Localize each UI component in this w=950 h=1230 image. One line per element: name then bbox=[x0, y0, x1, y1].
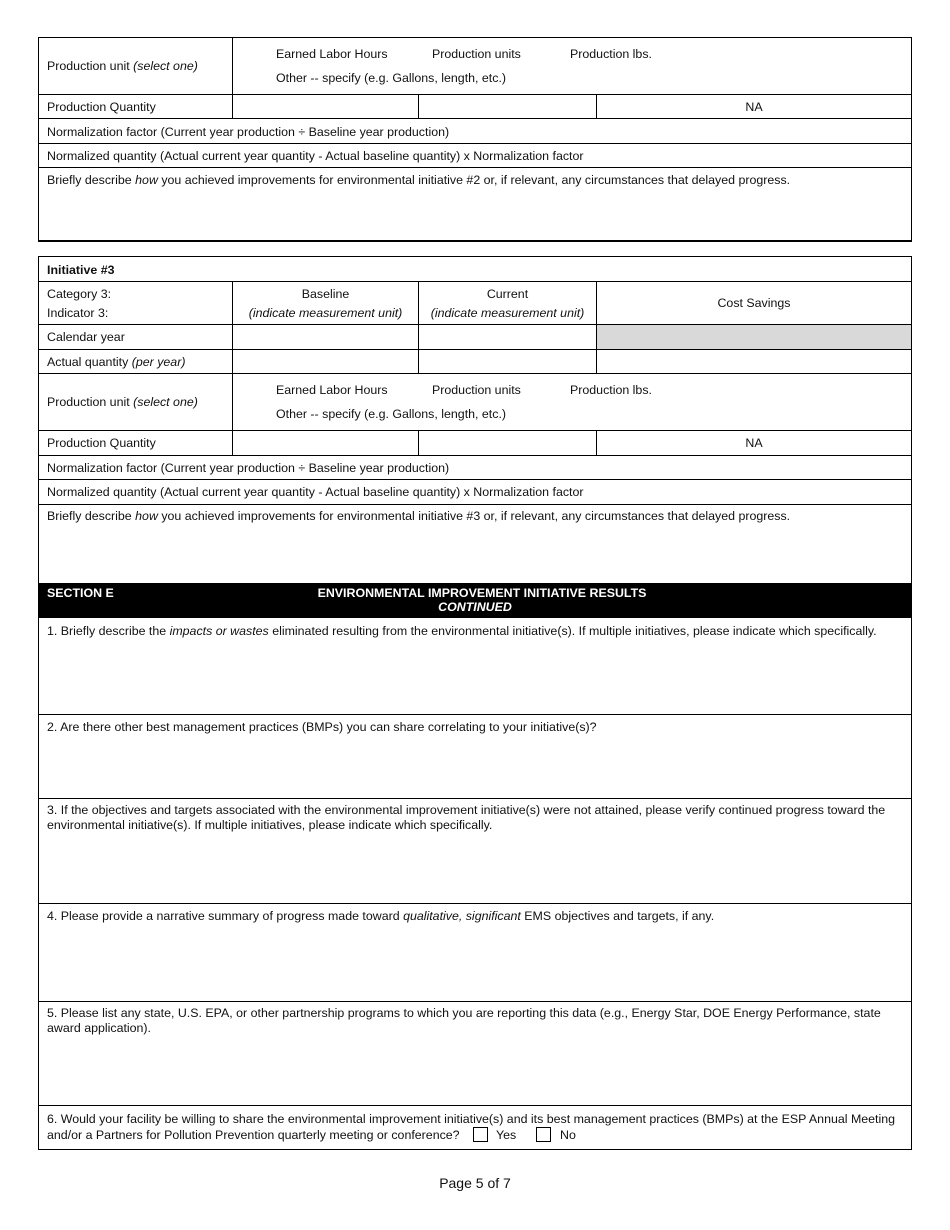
production-quantity-baseline-field[interactable] bbox=[233, 95, 418, 118]
actual-quantity-label: Actual quantity (per year) bbox=[47, 355, 186, 369]
initiative3-title: Initiative #3 bbox=[47, 263, 115, 277]
section-e-header bbox=[38, 583, 912, 618]
question-4-text: 4. Please provide a narrative summary of progress made toward qualitative, significant EMS objectives and targets, if any. bbox=[47, 909, 715, 923]
page-number: Page 5 of 7 bbox=[439, 1175, 511, 1191]
section-e-label: SECTION E bbox=[47, 586, 114, 600]
section-e-title: ENVIRONMENTAL IMPROVEMENT INITIATIVE RESULTS bbox=[317, 586, 647, 600]
normalized-quantity-field[interactable]: Normalized quantity (Actual current year quantity - Actual baseline quantity) x Normalization factor bbox=[47, 485, 584, 499]
current-header: Current bbox=[486, 287, 529, 301]
baseline-header: Baseline bbox=[301, 287, 350, 301]
section-e-subtitle: CONTINUED bbox=[438, 600, 512, 614]
category-field[interactable]: Category 3: bbox=[47, 287, 112, 301]
baseline-unit-hint: (indicate measurement unit) bbox=[248, 306, 403, 320]
cost-savings-header: Cost Savings bbox=[717, 296, 791, 310]
unit-option-production-lbs[interactable]: Production lbs. bbox=[570, 383, 652, 397]
describe-initiative2-field[interactable]: Briefly describe how you achieved improvements for environmental initiative #2 or, if relevant, any circumstances that delayed progress. bbox=[47, 173, 791, 187]
no-label: No bbox=[560, 1128, 576, 1142]
unit-option-other[interactable]: Other -- specify (e.g. Gallons, length, etc.) bbox=[276, 407, 507, 421]
normalization-factor-field[interactable]: Normalization factor (Current year production ÷ Baseline year production) bbox=[47, 125, 450, 139]
production-quantity-label: Production Quantity bbox=[47, 436, 156, 450]
question-6-line2: and/or a Partners for Pollution Prevention quarterly meeting or conference? bbox=[47, 1128, 460, 1142]
question-4-field[interactable] bbox=[39, 904, 911, 1001]
unit-option-earned-labor-hours[interactable]: Earned Labor Hours bbox=[276, 47, 388, 61]
question-3-text: 3. If the objectives and targets associated with the environmental improvement initiative(s) were not attained, please verify continued progress toward the environmental initiative(s). If multiple initiatives, please indicate which specifically. bbox=[47, 803, 886, 832]
question-1-text: 1. Briefly describe the impacts or wastes eliminated resulting from the environmental initiative(s). If multiple initiatives, please indicate which specifically. bbox=[47, 624, 877, 638]
unit-option-production-units[interactable]: Production units bbox=[432, 383, 521, 397]
calendar-year-label: Calendar year bbox=[47, 330, 125, 344]
normalization-factor-field[interactable]: Normalization factor (Current year production ÷ Baseline year production) bbox=[47, 461, 450, 475]
current-unit-hint: (indicate measurement unit) bbox=[430, 306, 585, 320]
question-6-block bbox=[39, 1106, 911, 1149]
unit-option-other[interactable]: Other -- specify (e.g. Gallons, length, etc.) bbox=[276, 71, 507, 85]
question-3-field[interactable] bbox=[39, 799, 911, 903]
question-5-field[interactable] bbox=[39, 1002, 911, 1105]
question-1-field[interactable] bbox=[39, 618, 911, 714]
na-cell: NA bbox=[745, 436, 763, 450]
normalized-quantity-field[interactable]: Normalized quantity (Actual current year quantity - Actual baseline quantity) x Normalization factor bbox=[47, 149, 584, 163]
cost-savings-field[interactable] bbox=[597, 350, 911, 373]
na-cell: NA bbox=[745, 100, 763, 114]
question-5-text: 5. Please list any state, U.S. EPA, or other partnership programs to which you are reporting this data (e.g., Energy Star, DOE Energy Performance, state award application). bbox=[47, 1006, 881, 1035]
unit-option-earned-labor-hours[interactable]: Earned Labor Hours bbox=[276, 383, 388, 397]
calendar-year-current-field[interactable] bbox=[419, 325, 596, 349]
indicator-field[interactable]: Indicator 3: bbox=[47, 306, 109, 320]
production-quantity-label: Production Quantity bbox=[47, 100, 156, 114]
shaded-cell bbox=[597, 325, 911, 349]
production-unit-label: Production unit (select one) bbox=[47, 59, 198, 73]
production-quantity-current-field[interactable] bbox=[419, 95, 596, 118]
production-quantity-current-field[interactable] bbox=[419, 431, 596, 455]
production-unit-label: Production unit (select one) bbox=[47, 395, 198, 409]
question-2-text: 2. Are there other best management practices (BMPs) you can share correlating to your initiative(s)? bbox=[47, 720, 597, 734]
calendar-year-baseline-field[interactable] bbox=[233, 325, 418, 349]
actual-quantity-baseline-field[interactable] bbox=[233, 350, 418, 373]
production-quantity-baseline-field[interactable] bbox=[233, 431, 418, 455]
no-checkbox[interactable] bbox=[536, 1127, 551, 1142]
question-2-field[interactable] bbox=[39, 715, 911, 798]
yes-checkbox[interactable] bbox=[473, 1127, 488, 1142]
yes-label: Yes bbox=[496, 1128, 517, 1142]
unit-option-production-lbs[interactable]: Production lbs. bbox=[570, 47, 652, 61]
actual-quantity-current-field[interactable] bbox=[419, 350, 596, 373]
question-6-line1: 6. Would your facility be willing to share the environmental improvement initiative(s) and its best management practices (BMPs) at the ESP Annual Meeting bbox=[47, 1112, 896, 1126]
describe-initiative3-field[interactable]: Briefly describe how you achieved improvements for environmental initiative #3 or, if relevant, any circumstances that delayed progress. bbox=[47, 509, 791, 523]
unit-option-production-units[interactable]: Production units bbox=[432, 47, 521, 61]
